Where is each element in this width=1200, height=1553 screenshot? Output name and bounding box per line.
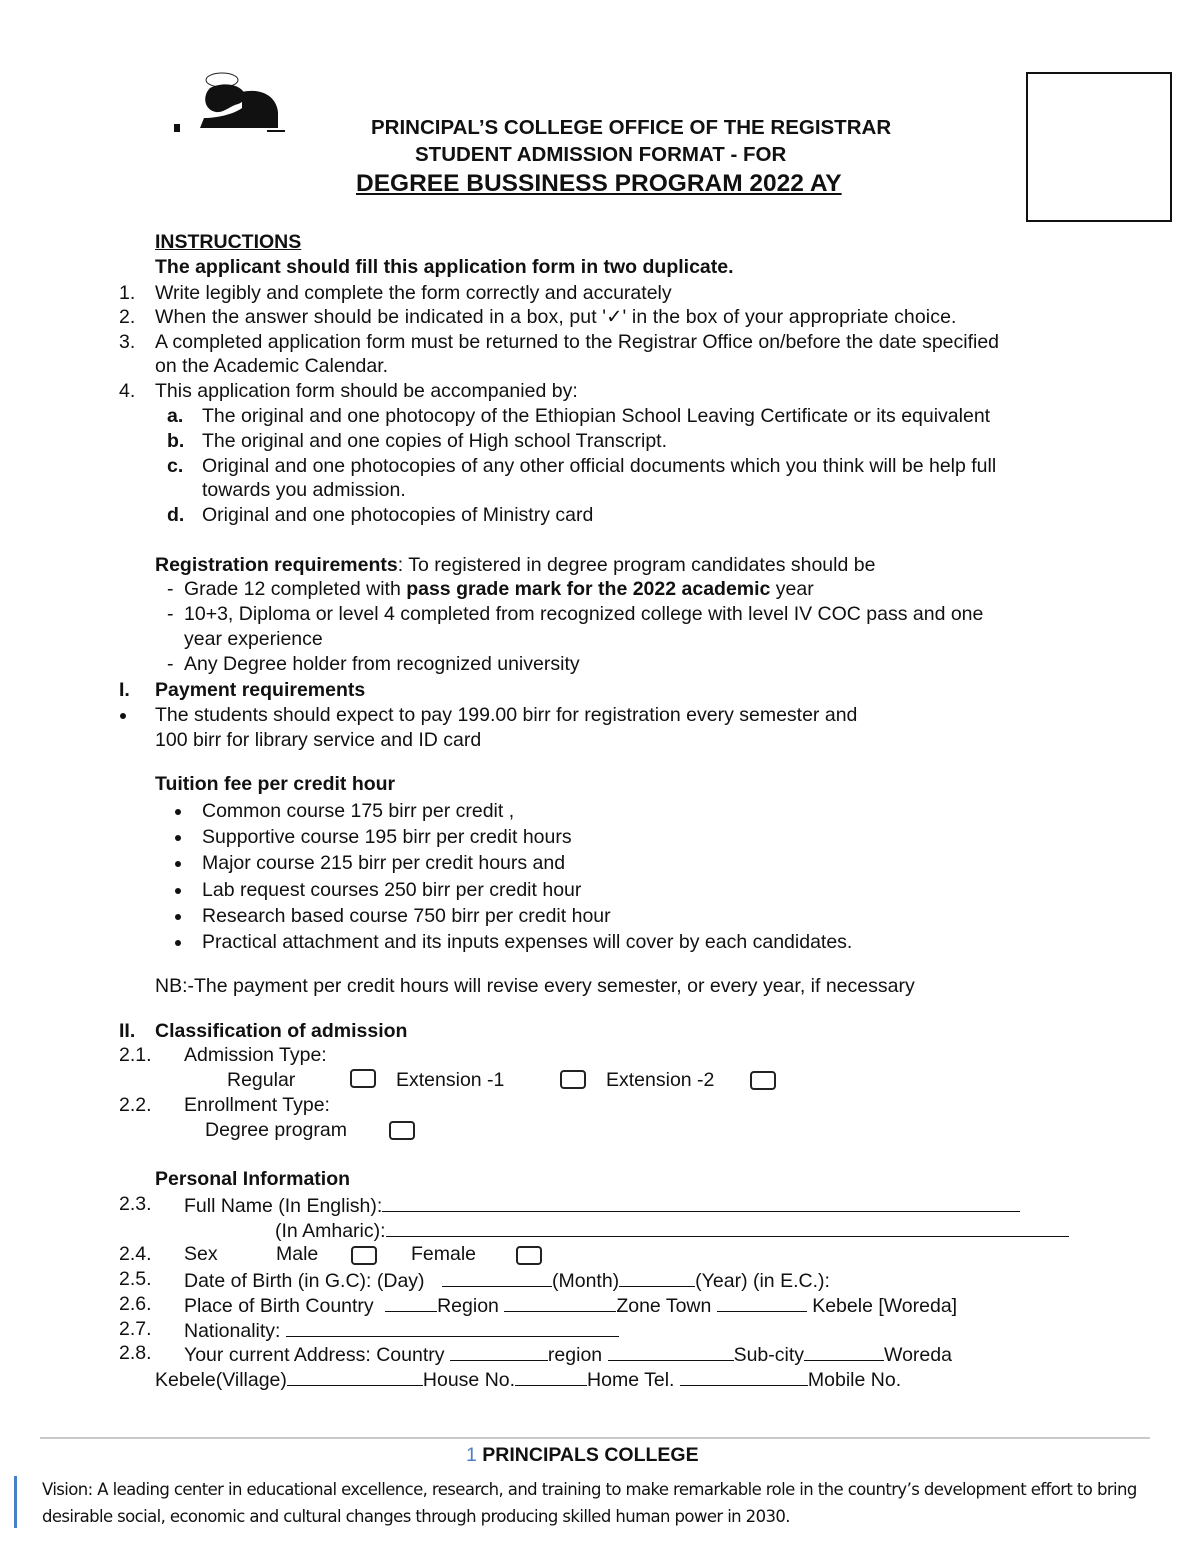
full-name-english-row xyxy=(184,1195,1020,1217)
classification-heading: Classification of admission xyxy=(155,1020,408,1042)
enrollment-type-label: Enrollment Type: xyxy=(184,1094,330,1116)
dob-year-label: (Year) (in E.C.): xyxy=(695,1270,830,1292)
registration-item-1-bold: pass grade mark for the 2022 academic xyxy=(406,578,771,600)
address-mobile-label: Mobile No. xyxy=(807,1369,902,1391)
tuition-bullet-2 xyxy=(175,835,181,841)
registration-requirements xyxy=(155,556,875,576)
payment-bullet xyxy=(120,713,126,719)
tuition-item-1: Common course 175 birr per credit , xyxy=(202,800,515,822)
tuition-heading: Tuition fee per credit hour xyxy=(155,773,396,795)
dob-month-label: (Month) xyxy=(551,1270,620,1292)
pob-region-field[interactable] xyxy=(504,1295,616,1312)
pob-country-field[interactable] xyxy=(385,1295,437,1312)
footer-college-name: PRINCIPALS COLLEGE xyxy=(482,1444,699,1466)
sub-item-text-b: The original and one copies of High school Transcript. xyxy=(202,430,668,452)
registration-dash-3: - xyxy=(167,653,174,675)
page-number: 1 xyxy=(466,1444,477,1466)
payment-num: I. xyxy=(119,679,130,701)
payment-text-cont: 100 birr for library service and ID card xyxy=(155,729,482,751)
tuition-bullet-5 xyxy=(175,914,181,920)
instruction-text-3: A completed application form must be returned to the Registrar Office on/before the date specified xyxy=(155,331,1000,353)
tuition-item-4: Lab request courses 250 birr per credit hour xyxy=(202,879,582,901)
instruction-num-1: 1. xyxy=(119,282,136,304)
header-line-1: PRINCIPAL’S COLLEGE OFFICE OF THE REGISTRAR xyxy=(371,116,892,139)
address-region-field[interactable] xyxy=(608,1344,734,1361)
admission-type-label: Admission Type: xyxy=(184,1044,327,1066)
extension-1-label: Extension -1 xyxy=(396,1069,505,1091)
full-name-english-label: Full Name (In English): xyxy=(184,1195,383,1217)
registration-item-1-pre: Grade 12 completed with xyxy=(184,578,407,600)
registration-item-2: 10+3, Diploma or level 4 completed from recognized college with level IV COC pass and one xyxy=(184,603,984,625)
female-label: Female xyxy=(411,1243,477,1265)
header-line-2: STUDENT ADMISSION FORMAT - FOR xyxy=(415,143,787,166)
instruction-text-3-cont: on the Academic Calendar. xyxy=(155,355,389,377)
nationality-label: Nationality: xyxy=(184,1320,281,1342)
instruction-text-4: This application form should be accompanied by: xyxy=(155,380,578,402)
instruction-num-4: 4. xyxy=(119,380,136,402)
registration-dash-2: - xyxy=(167,603,174,625)
pob-kebele-label: Kebele [Woreda] xyxy=(812,1295,958,1317)
sex-num: 2.4. xyxy=(119,1243,152,1265)
nationality-row xyxy=(184,1320,619,1342)
payment-heading: Payment requirements xyxy=(155,679,366,701)
address-subcity-label: Sub-city xyxy=(733,1344,805,1366)
tuition-item-6: Practical attachment and its inputs expenses will cover by each candidates. xyxy=(202,931,853,953)
address-house-field[interactable] xyxy=(515,1369,587,1386)
male-label: Male xyxy=(276,1243,319,1265)
vision-accent-bar xyxy=(14,1476,17,1528)
dob-month-field[interactable] xyxy=(619,1270,695,1287)
sub-item-letter-d: d. xyxy=(167,504,185,526)
female-checkbox[interactable] xyxy=(516,1246,542,1265)
address-country-field[interactable] xyxy=(450,1344,548,1361)
dob-num: 2.5. xyxy=(119,1268,152,1290)
degree-program-checkbox[interactable] xyxy=(389,1121,415,1140)
tuition-bullet-6 xyxy=(175,940,181,946)
sub-item-text-d: Original and one photocopies of Ministry card xyxy=(202,504,594,526)
dob-label: Date of Birth (in G.C): (Day) xyxy=(184,1270,425,1292)
tuition-item-5: Research based course 750 birr per credit hour xyxy=(202,905,611,927)
dob-row xyxy=(184,1270,830,1292)
tuition-item-2: Supportive course 195 birr per credit hours xyxy=(202,826,572,848)
tuition-note: NB:-The payment per credit hours will revise every semester, or every year, if necessary xyxy=(155,975,915,997)
address-country-label: Your current Address: Country xyxy=(184,1344,445,1366)
sub-item-letter-c: c. xyxy=(167,455,184,477)
admission-type-num: 2.1. xyxy=(119,1044,152,1066)
header-program-title: DEGREE BUSSINESS PROGRAM 2022 AY xyxy=(356,170,842,197)
registration-item-2-cont: year experience xyxy=(184,628,323,650)
address-region-label: region xyxy=(547,1344,603,1366)
registration-item-1-post: year xyxy=(770,578,814,600)
pob-row xyxy=(184,1295,957,1317)
pob-num: 2.6. xyxy=(119,1293,152,1315)
instruction-text-1: Write legibly and complete the form correctly and accurately xyxy=(155,282,672,304)
full-name-num: 2.3. xyxy=(119,1193,152,1215)
regular-checkbox[interactable] xyxy=(350,1069,376,1088)
pob-zone-label: Zone Town xyxy=(616,1295,712,1317)
nationality-num: 2.7. xyxy=(119,1318,152,1340)
pob-zone-field[interactable] xyxy=(717,1295,807,1312)
address-num: 2.8. xyxy=(119,1342,152,1364)
full-name-amharic-row xyxy=(275,1220,1069,1242)
address-house-label: House No. xyxy=(422,1369,516,1391)
enrollment-type-num: 2.2. xyxy=(119,1094,152,1116)
tuition-bullet-3 xyxy=(175,861,181,867)
instruction-text-2: When the answer should be indicated in a box, put '✓' in the box of your appropriate choice. xyxy=(155,306,957,328)
regular-label: Regular xyxy=(227,1069,296,1091)
registration-label: Registration requirements xyxy=(155,554,398,576)
address-village-field[interactable] xyxy=(287,1369,423,1386)
registration-dash-1: - xyxy=(167,578,174,600)
extension-1-checkbox[interactable] xyxy=(560,1070,586,1089)
sub-item-letter-a: a. xyxy=(167,405,184,427)
address-subcity-field[interactable] xyxy=(804,1344,884,1361)
extension-2-checkbox[interactable] xyxy=(750,1071,776,1090)
footer-rule xyxy=(40,1437,1150,1439)
full-name-amharic-field[interactable] xyxy=(386,1220,1069,1237)
registration-text: : To registered in degree program candidates should be xyxy=(397,554,876,576)
extension-2-label: Extension -2 xyxy=(606,1069,715,1091)
sub-item-letter-b: b. xyxy=(167,430,185,452)
tuition-bullet-1 xyxy=(175,809,181,815)
address-row xyxy=(184,1344,952,1366)
tuition-item-3: Major course 215 birr per credit hours and xyxy=(202,852,566,874)
pob-country-label: Place of Birth Country xyxy=(184,1295,374,1317)
footer-heading xyxy=(466,1446,699,1466)
instructions-intro: The applicant should fill this application form in two duplicate. xyxy=(155,256,734,278)
registration-item-1 xyxy=(184,580,814,600)
personal-info-heading: Personal Information xyxy=(155,1168,351,1190)
sub-item-text-c-cont: towards you admission. xyxy=(202,479,406,501)
classification-num: II. xyxy=(119,1020,136,1042)
address-village-label: Kebele(Village) xyxy=(155,1369,287,1391)
address-tel-field[interactable] xyxy=(680,1369,808,1386)
payment-text: The students should expect to pay 199.00 birr for registration every semester and xyxy=(155,704,858,726)
full-name-english-field[interactable] xyxy=(382,1195,1020,1212)
vision-statement: Vision: A leading center in educational excellence, research, and training to make remarkable role in the country’s development effort to bring desirable social, economic and cultural changes through producing skilled human power in 2030. xyxy=(42,1480,1137,1526)
dob-day-field[interactable] xyxy=(442,1270,552,1287)
male-checkbox[interactable] xyxy=(351,1246,377,1265)
full-name-amharic-label: (In Amharic): xyxy=(275,1220,386,1242)
tuition-bullet-4 xyxy=(175,888,181,894)
college-logo xyxy=(172,66,287,136)
sub-item-text-a: The original and one photocopy of the Ethiopian School Leaving Certificate or its equivalent xyxy=(202,405,991,427)
pob-region-label: Region xyxy=(437,1295,499,1317)
nationality-field[interactable] xyxy=(286,1320,619,1337)
address-row-2 xyxy=(155,1369,901,1391)
registration-item-3: Any Degree holder from recognized university xyxy=(184,653,580,675)
instructions-heading: INSTRUCTIONS xyxy=(155,231,302,253)
address-tel-label: Home Tel. xyxy=(587,1369,675,1391)
instruction-num-3: 3. xyxy=(119,331,136,353)
photo-box xyxy=(1026,72,1172,222)
instruction-num-2: 2. xyxy=(119,306,136,328)
degree-program-label: Degree program xyxy=(205,1119,347,1141)
sub-item-text-c: Original and one photocopies of any other official documents which you think will be help full xyxy=(202,455,997,477)
sex-label: Sex xyxy=(184,1243,218,1265)
address-woreda-label: Woreda xyxy=(884,1344,952,1366)
